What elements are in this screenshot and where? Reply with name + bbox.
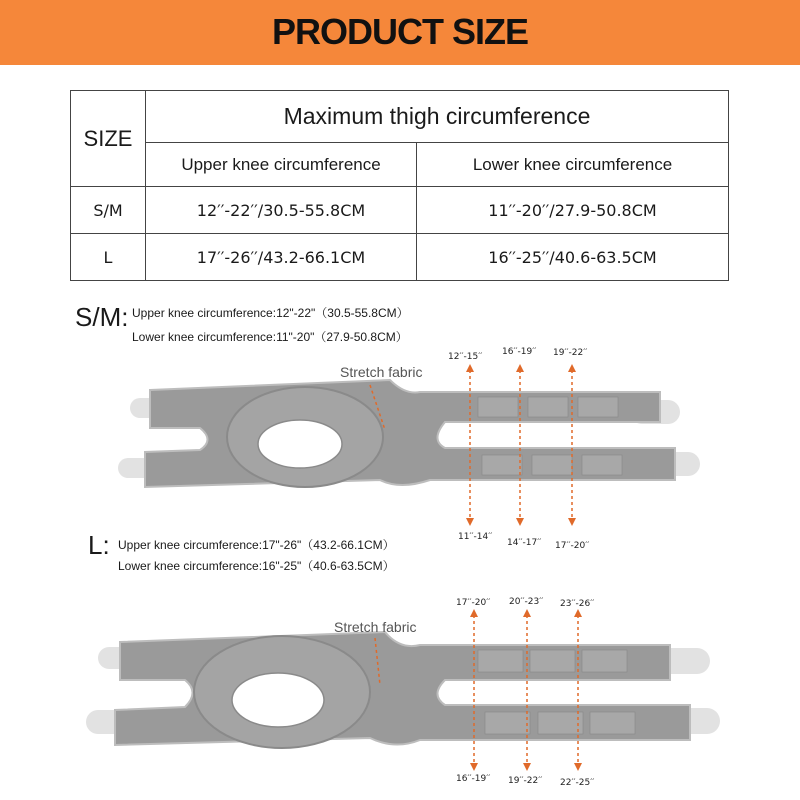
row-upper: 17′′-26′′/43.2-66.1CM (146, 234, 417, 281)
page-title: PRODUCT SIZE (271, 11, 528, 52)
row-lower: 11′′-20′′/27.9-50.8CM (417, 187, 729, 234)
group-header: Maximum thigh circumference (146, 91, 729, 143)
l-bottom-mark-2: 19′′-22′′ (508, 776, 543, 786)
sm-bottom-mark-2: 14′′-17′′ (507, 538, 542, 548)
l-bottom-mark-1: 16′′-19′′ (456, 774, 491, 784)
l-top-mark-2: 20′′-23′′ (509, 597, 544, 607)
sm-top-mark-2: 16′′-19′′ (502, 347, 537, 357)
l-size-label: L: (88, 530, 110, 560)
sm-fabric-label: Stretch fabric (340, 364, 423, 380)
sm-lower-spec: Lower knee circumference:11"-20"（27.9-50.8CM） (132, 330, 408, 344)
l-bottom-mark-3: 22′′-25′′ (560, 778, 595, 788)
sm-upper-spec: Upper knee circumference:12"-22"（30.5-55.8CM） (132, 306, 409, 320)
sm-knee-brace (118, 364, 700, 526)
l-upper-spec: Upper knee circumference:17"-26"（43.2-66.1CM） (118, 538, 395, 552)
sm-top-mark-1: 12′′-15′′ (448, 352, 483, 362)
sm-top-mark-3: 19′′-22′′ (553, 348, 588, 358)
sm-size-label: S/M: (75, 302, 129, 332)
row-upper: 12′′-22′′/30.5-55.8CM (146, 187, 417, 234)
l-lower-spec: Lower knee circumference:16"-25"（40.6-63.5CM） (118, 559, 395, 573)
column-header-lower: Lower knee circumference (417, 143, 729, 187)
l-top-mark-3: 23′′-26′′ (560, 599, 595, 609)
l-fabric-label: Stretch fabric (334, 619, 417, 635)
row-lower: 16′′-25′′/40.6-63.5CM (417, 234, 729, 281)
column-header-upper: Upper knee circumference (146, 143, 417, 187)
size-header: SIZE (71, 91, 146, 187)
row-size: S/M (71, 187, 146, 234)
sm-bottom-mark-3: 17′′-20′′ (555, 541, 590, 551)
row-size: L (71, 234, 146, 281)
sm-bottom-mark-1: 11′′-14′′ (458, 532, 493, 542)
l-top-mark-1: 17′′-20′′ (456, 598, 491, 608)
